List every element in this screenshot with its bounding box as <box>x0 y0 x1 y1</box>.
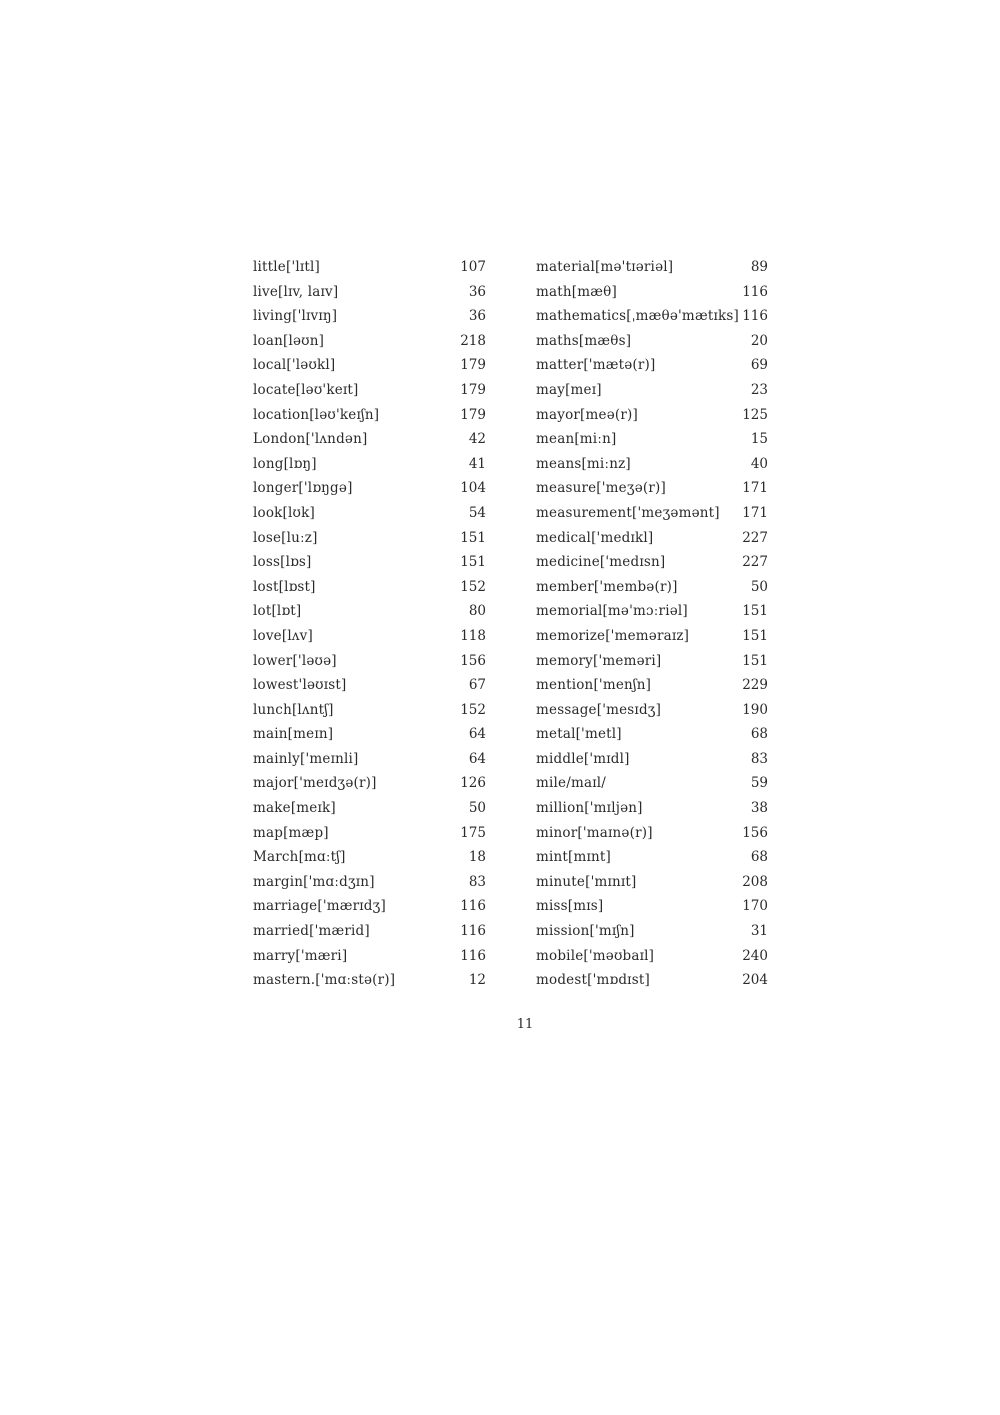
word-entry <box>253 378 486 403</box>
word-entry <box>536 427 768 452</box>
entry-page-number: 104 <box>460 480 486 497</box>
entry-page-number: 152 <box>460 578 486 595</box>
word-entry <box>536 649 768 674</box>
entry-page-number: 151 <box>742 627 768 644</box>
word-entry <box>536 919 768 944</box>
entry-word: mission['mɪʃn] <box>536 923 635 940</box>
entry-word: margin['mɑːdʒɪn] <box>253 873 375 890</box>
word-entry <box>253 821 486 846</box>
entry-page-number: 240 <box>742 947 768 964</box>
word-entry <box>253 845 486 870</box>
word-entry <box>536 378 768 403</box>
entry-page-number: 67 <box>468 677 486 694</box>
word-entry <box>536 870 768 895</box>
entry-word: lower['ləʊə] <box>253 652 337 669</box>
word-entry <box>536 796 768 821</box>
word-entry <box>536 353 768 378</box>
entry-page-number: 151 <box>742 652 768 669</box>
word-entry <box>536 845 768 870</box>
entry-word: lost[lɒst] <box>253 578 316 595</box>
entry-word: living['lɪvɪŋ] <box>253 308 338 325</box>
entry-page-number: 69 <box>750 357 768 374</box>
entry-page-number: 83 <box>750 750 768 767</box>
word-entry <box>253 722 486 747</box>
entry-page-number: 227 <box>742 554 768 571</box>
word-entry <box>536 698 768 723</box>
word-entry <box>253 427 486 452</box>
entry-page-number: 170 <box>742 898 768 915</box>
word-entry <box>253 870 486 895</box>
entry-word: math[mæθ] <box>536 283 617 300</box>
entry-page-number: 171 <box>742 504 768 521</box>
entry-word: little['lɪtl] <box>253 259 321 275</box>
entry-word: material[mə'tɪəriəl] <box>536 259 674 275</box>
entry-word: medicine['medɪsn] <box>536 554 666 571</box>
entry-word: lose[luːz] <box>253 529 318 546</box>
entry-word: middle['mɪdl] <box>536 750 630 767</box>
word-entry <box>253 304 486 329</box>
entry-word: measurement['meʒəmənt] <box>536 504 720 521</box>
word-entry <box>253 476 486 501</box>
entry-page-number: 179 <box>460 381 486 398</box>
word-entry <box>536 624 768 649</box>
entry-page-number: 151 <box>460 554 486 571</box>
entry-page-number: 50 <box>750 578 768 595</box>
entry-word: mention['menʃn] <box>536 677 652 694</box>
entry-word: local['ləʊkl] <box>253 357 336 374</box>
word-entry <box>536 550 768 575</box>
entry-page-number: 229 <box>742 677 768 694</box>
word-entry <box>253 575 486 600</box>
entry-word: miss[mɪs] <box>536 898 604 915</box>
entry-page-number: 89 <box>750 259 768 275</box>
entry-page-number: 152 <box>460 701 486 718</box>
entry-word: London['lʌndən] <box>253 431 368 448</box>
entry-page-number: 31 <box>750 923 768 940</box>
word-entry <box>253 649 486 674</box>
word-entry <box>536 255 768 280</box>
entry-page-number: 116 <box>742 283 768 300</box>
word-entry <box>536 476 768 501</box>
entry-word: live[lɪv, laɪv] <box>253 283 339 300</box>
entry-page-number: 54 <box>468 504 486 521</box>
entry-word: million['mɪljən] <box>536 800 643 817</box>
word-entry <box>536 304 768 329</box>
word-entry <box>253 403 486 428</box>
word-entry <box>536 894 768 919</box>
entry-word: marry['mæri] <box>253 947 348 964</box>
entry-word: metal['metl] <box>536 726 622 743</box>
entry-word: matter['mætə(r)] <box>536 357 656 374</box>
word-entry <box>536 526 768 551</box>
entry-word: mathematics[ˌmæθə'mætɪks] <box>536 308 739 325</box>
entry-word: loss[lɒs] <box>253 554 312 571</box>
word-entry <box>536 280 768 305</box>
entry-word: long[lɒŋ] <box>253 455 317 472</box>
entry-page-number: 64 <box>468 726 486 743</box>
entry-page-number: 15 <box>750 431 768 448</box>
entry-word: medical['medɪkl] <box>536 529 654 546</box>
entry-word: mobile['məʊbaɪl] <box>536 947 655 964</box>
word-entry <box>253 698 486 723</box>
word-list-right-column <box>536 255 768 993</box>
word-entry <box>253 280 486 305</box>
word-entry <box>536 771 768 796</box>
entry-page-number: 126 <box>460 775 486 792</box>
entry-page-number: 59 <box>750 775 768 792</box>
entry-page-number: 38 <box>750 800 768 817</box>
entry-word: married['mærid] <box>253 923 370 940</box>
entry-page-number: 42 <box>468 431 486 448</box>
word-entry <box>253 919 486 944</box>
entry-word: memorize['meməraɪz] <box>536 627 690 644</box>
entry-page-number: 20 <box>750 332 768 349</box>
entry-page-number: 12 <box>468 972 486 989</box>
entry-word: message['mesɪdʒ] <box>536 701 662 718</box>
entry-page-number: 50 <box>468 800 486 817</box>
entry-page-number: 116 <box>460 947 486 964</box>
entry-word: minute['mɪnɪt] <box>536 873 637 890</box>
entry-page-number: 190 <box>742 701 768 718</box>
entry-page-number: 116 <box>460 923 486 940</box>
entry-page-number: 179 <box>460 357 486 374</box>
word-entry <box>536 968 768 993</box>
entry-word: lot[lɒt] <box>253 603 302 620</box>
entry-page-number: 64 <box>468 750 486 767</box>
entry-word: make[meɪk] <box>253 800 336 817</box>
word-entry <box>253 255 486 280</box>
entry-page-number: 118 <box>460 627 486 644</box>
entry-word: locate[ləʊ'keɪt] <box>253 381 359 398</box>
entry-page-number: 156 <box>742 824 768 841</box>
entry-page-number: 227 <box>742 529 768 546</box>
word-entry <box>253 501 486 526</box>
entry-page-number: 204 <box>742 972 768 989</box>
entry-page-number: 116 <box>742 308 768 325</box>
entry-page-number: 68 <box>750 849 768 866</box>
word-entry <box>536 501 768 526</box>
entry-page-number: 83 <box>468 873 486 890</box>
entry-page-number: 40 <box>750 455 768 472</box>
word-list-left-column <box>253 255 486 993</box>
entry-word: mint[mɪnt] <box>536 849 612 866</box>
entry-word: mean[miːn] <box>536 431 617 448</box>
entry-page-number: 36 <box>468 283 486 300</box>
word-entry <box>253 747 486 772</box>
word-entry <box>253 550 486 575</box>
word-entry <box>536 747 768 772</box>
entry-page-number: 107 <box>460 259 486 275</box>
entry-word: measure['meʒə(r)] <box>536 480 666 497</box>
entry-page-number: 116 <box>460 898 486 915</box>
entry-word: loan[ləʊn] <box>253 332 325 349</box>
entry-word: lunch[lʌntʃ] <box>253 701 334 718</box>
entry-word: marriage['mærɪdʒ] <box>253 898 386 915</box>
entry-page-number: 218 <box>460 332 486 349</box>
entry-word: mainly['meɪnli] <box>253 750 359 767</box>
entry-word: main[meɪn] <box>253 726 334 743</box>
entry-page-number: 179 <box>460 406 486 423</box>
word-entry <box>253 624 486 649</box>
entry-word: March[mɑːtʃ] <box>253 849 346 866</box>
word-entry <box>253 526 486 551</box>
word-entry <box>536 821 768 846</box>
entry-page-number: 18 <box>468 849 486 866</box>
word-entry <box>253 968 486 993</box>
word-entry <box>536 403 768 428</box>
entry-word: lowest'ləʊɪst] <box>253 677 347 694</box>
entry-word: member['membə(r)] <box>536 578 678 595</box>
word-entry <box>536 944 768 969</box>
entry-page-number: 151 <box>460 529 486 546</box>
word-entry <box>253 673 486 698</box>
entry-word: may[meɪ] <box>536 381 602 398</box>
word-entry <box>536 575 768 600</box>
entry-word: minor['maɪnə(r)] <box>536 824 653 841</box>
entry-word: means[miːnz] <box>536 455 631 472</box>
word-entry <box>536 329 768 354</box>
entry-page-number: 151 <box>742 603 768 620</box>
word-entry <box>536 599 768 624</box>
word-entry <box>253 894 486 919</box>
entry-word: maths[mæθs] <box>536 332 632 349</box>
entry-page-number: 80 <box>468 603 486 620</box>
entry-word: longer['lɒŋgə] <box>253 480 353 497</box>
word-entry <box>253 353 486 378</box>
entry-word: mastern.['mɑːstə(r)] <box>253 972 396 989</box>
entry-word: mayor[meə(r)] <box>536 406 638 423</box>
entry-page-number: 41 <box>468 455 486 472</box>
word-entry <box>253 796 486 821</box>
entry-page-number: 208 <box>742 873 768 890</box>
entry-word: love[lʌv] <box>253 627 313 644</box>
entry-word: major['meɪdʒə(r)] <box>253 775 377 792</box>
word-entry <box>536 452 768 477</box>
entry-word: memory['meməri] <box>536 652 662 669</box>
entry-word: map[mæp] <box>253 824 329 841</box>
entry-word: mile/maɪl/ <box>536 775 607 792</box>
word-entry <box>253 944 486 969</box>
entry-page-number: 68 <box>750 726 768 743</box>
entry-page-number: 23 <box>750 381 768 398</box>
entry-word: location[ləʊ'keɪʃn] <box>253 406 380 423</box>
word-entry <box>253 452 486 477</box>
entry-word: look[lʊk] <box>253 504 315 521</box>
entry-page-number: 175 <box>460 824 486 841</box>
entry-word: memorial[mə'mɔːriəl] <box>536 603 688 620</box>
word-entry <box>253 329 486 354</box>
entry-page-number: 156 <box>460 652 486 669</box>
entry-page-number: 36 <box>468 308 486 325</box>
entry-page-number: 171 <box>742 480 768 497</box>
word-entry <box>253 771 486 796</box>
word-entry <box>536 722 768 747</box>
entry-word: modest['mɒdɪst] <box>536 972 650 989</box>
word-entry <box>253 599 486 624</box>
page-number: 11 <box>516 1017 534 1032</box>
word-entry <box>536 673 768 698</box>
entry-page-number: 125 <box>742 406 768 423</box>
